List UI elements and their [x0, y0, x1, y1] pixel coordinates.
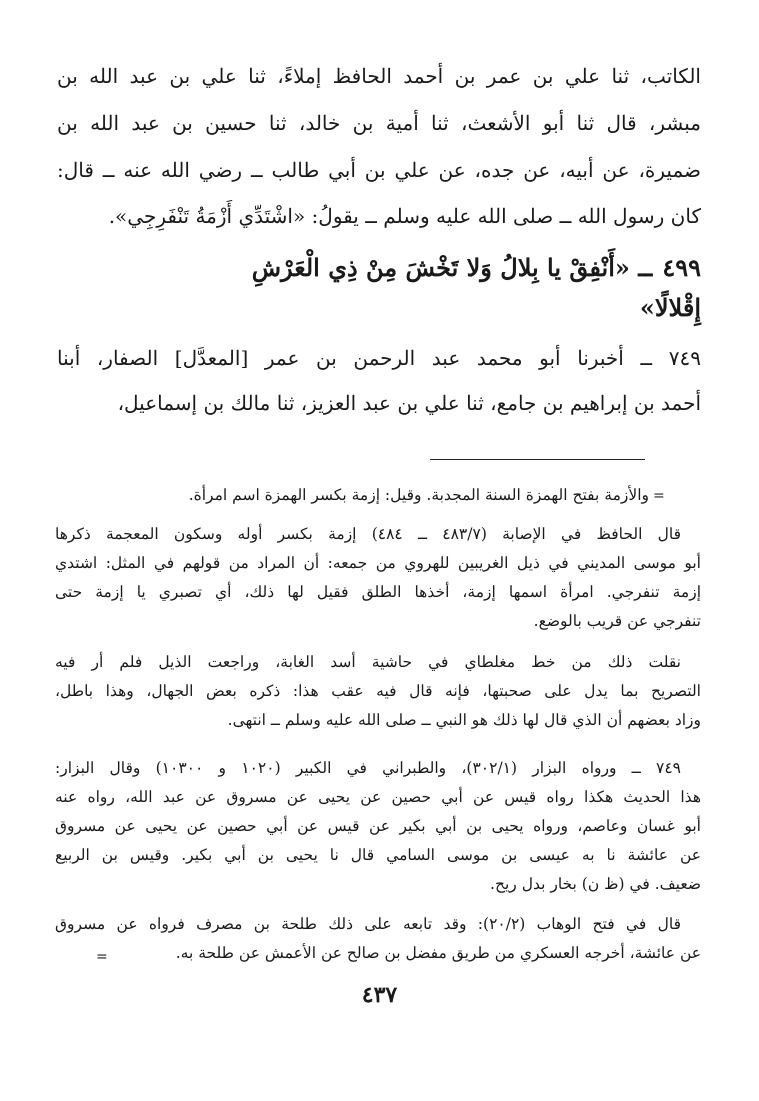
hadith-number: ٤٩٩ — [662, 253, 701, 282]
continuation-mark: = — [653, 488, 665, 504]
main-text-line: ضميرة، عن أبيه، عن جده، عن علي بن أبي طالب ــ رضي الله عنه ــ قال: — [57, 158, 701, 182]
footnote-line: أبو غسان وعاصم، ورواه يحيى بن أبي بكير عن قيس عن أبي حصين عن يحيى عن مسروق — [55, 817, 701, 835]
footnote-line: ٧٤٩ ــ ورواه البزار (٣٠٢/١)، والطبراني في الكبير (١٠٢٠ و ١٠٣٠٠) وقال البزار: — [55, 759, 681, 777]
footnote-separator — [430, 459, 645, 460]
footnote-line: هذا الحديث هكذا رواه قيس عن أبي حصين عن يحيى عن مسروق عن عبد الله، رواه عنه — [55, 788, 701, 806]
footnote-line: أبو موسى المديني في ذيل الغريبين للهروي من جمعه: أن المراد من قولهم في المثل: اشتدي — [55, 554, 701, 572]
main-text-line: الكاتب، ثنا علي بن عمر بن أحمد الحافظ إملاءً، ثنا علي بن عبد الله بن — [57, 64, 701, 88]
footnote-line: تنفرجي عن قريب بالوضع. — [533, 612, 701, 630]
footnote-line: عن عائشة، أخرجه العسكري من طريق مفضل بن صالح عن الأعمش عن طلحة به. — [175, 944, 701, 962]
page-number: ٤٣٧ — [361, 982, 398, 1008]
continuation-mark: = — [96, 949, 108, 965]
footnote-line: والأزمة بفتح الهمزة السنة المجدبة. وقيل: إزمة بكسر الهمزة اسم امرأة. — [188, 486, 649, 504]
footnote-line: قال في فتح الوهاب (٢٠/٢): وقد تابعه على ذلك طلحة بن مصرف فرواه عن مسروق — [55, 915, 681, 933]
hadith-heading-line2: إِقْلالًا» — [639, 293, 701, 322]
main-text-line: مبشر، قال ثنا أبو الأشعث، ثنا أمية بن خالد، ثنا حسين بن عبد الله بن — [57, 111, 701, 135]
footnote-line: إزمة تنفرجي. امرأة اسمها إزمة، أخذها الطلق فقيل لها ذلك، أي تصبري يا إزمة حتى — [55, 583, 701, 601]
main-text-line: كان رسول الله ــ صلى الله عليه وسلم ــ يقولُ: «اشْتَدِّي أَزْمَةُ تَنْفَرِجِي». — [108, 204, 701, 228]
narration-line: أحمد بن إبراهيم بن جامع، ثنا علي بن عبد العزيز، ثنا مالك بن إسماعيل، — [117, 391, 701, 415]
footnote-line: وزاد بعضهم أن الذي قال لها ذلك هو النبي ــ صلى الله عليه وسلم ــ انتهى. — [227, 711, 701, 729]
footnote-line: عن عائشة نا به عيسى بن موسى السامي قال نا يحيى بن أبي بكير. وقيس بن الربيع — [55, 846, 701, 864]
narration-line: ٧٤٩ ــ أخبرنا أبو محمد عبد الرحمن بن عمر [المعدَّل] الصفار، أبنا — [57, 346, 701, 370]
hadith-heading — [57, 248, 701, 288]
hadith-heading-line1: ــ «أَنْفِقْ يا بِلالُ وَلا تَخْشَ مِنْ ذِي الْعَرْشِ — [251, 253, 653, 282]
footnote-line: ضعيف. في (ظ ن) بخار بدل ريح. — [490, 875, 701, 893]
footnote-line: نقلت ذلك من خط مغلطاي في حاشية أسد الغابة، وراجعت الذيل فلم أر فيه — [55, 653, 681, 671]
footnote-line: قال الحافظ في الإصابة (٤٨٣/٧ ــ ٤٨٤) إزمة بكسر أوله وسكون المعجمة ذكرها — [55, 525, 682, 543]
footnote-line: التصريح بما يدل على صحبتها، فإنه قال فيه عقب هذا: ذكره بعض الجهال، وهذا باطل، — [55, 682, 701, 700]
